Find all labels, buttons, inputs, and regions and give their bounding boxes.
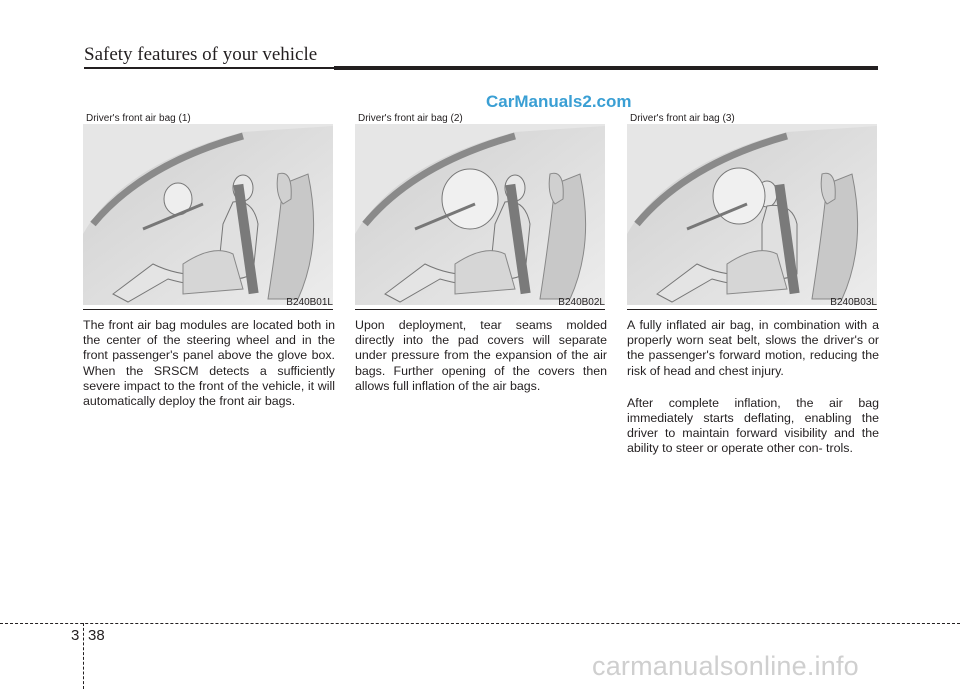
paragraph: After complete inflation, the air bag immediately starts deflating, enabling the driver to maintain forward visibility and the ability to steer or operate other con- trols. (627, 395, 879, 456)
paragraph: Upon deployment, tear seams molded directly into the pad covers will separate under pressure from the expansion of the air bags. Further opening of the covers then allows full inflation of the air bags. (355, 318, 607, 393)
figure-airbag-1 (83, 112, 333, 311)
airbag-illustration-1 (83, 124, 333, 305)
chapter-number: 3 (71, 627, 80, 644)
airbag-illustration-2 (355, 124, 605, 305)
figure-code: B240B01L (286, 297, 333, 308)
page-number: 38 (88, 627, 105, 644)
figure-rule (83, 309, 333, 310)
figure-caption: Driver's front air bag (3) (630, 113, 735, 124)
text-column-2 (355, 318, 607, 411)
figure-image (355, 124, 605, 305)
watermark-text[interactable]: CarManuals2.com (486, 92, 632, 111)
figure-rule (627, 309, 877, 310)
paragraph: The front air bag modules are located both in the center of the steering wheel and in the front passenger's panel above the glove box. When the SRSCM detects a sufficiently severe impact to the front of the vehicle, it will automatically deploy the front air bags. (83, 318, 335, 409)
header-rule-thick (334, 66, 878, 70)
figure-caption: Driver's front air bag (1) (86, 113, 191, 124)
footer-vertical-rule (83, 623, 84, 689)
figure-code: B240B03L (830, 297, 877, 308)
airbag-illustration-3 (627, 124, 877, 305)
figure-image (83, 124, 333, 305)
site-watermark[interactable]: carmanualsonline.info (592, 651, 859, 681)
figure-caption: Driver's front air bag (2) (358, 113, 463, 124)
text-column-1 (83, 318, 335, 426)
text-column-3 (627, 318, 879, 474)
footer-dashed-rule (0, 623, 960, 624)
page-header-title: Safety features of your vehicle (84, 44, 318, 65)
figure-rule (355, 309, 605, 310)
figure-image (627, 124, 877, 305)
paragraph: A fully inflated air bag, in combination with a properly worn seat belt, slows the driver's or the passenger's forward motion, reducing the risk of head and chest injury. (627, 318, 879, 378)
figure-airbag-2 (355, 112, 605, 311)
figure-airbag-3 (627, 112, 877, 311)
figure-code: B240B02L (558, 297, 605, 308)
